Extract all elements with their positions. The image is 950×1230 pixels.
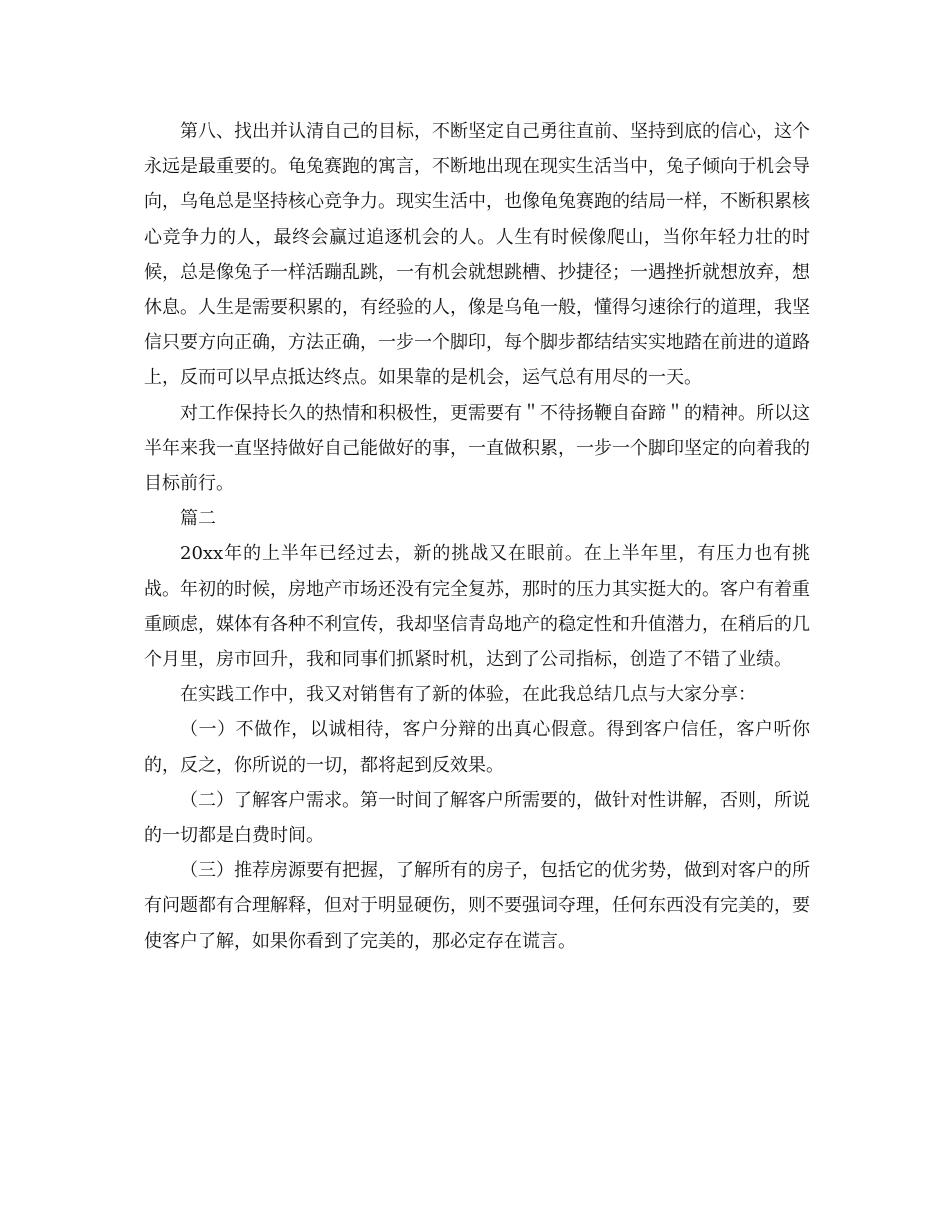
section-heading: 篇二 [180, 508, 216, 530]
paragraph-half-year: 20xx年的上半年已经过去，新的挑战又在眼前。在上半年里，有压力也有挑战。年初的时候，房地产市场还没有完全复苏，那时的压力其实挺大的。客户有着重重顾虑，媒体有各种不利宣传，我却坚信青岛地产的稳定性和升值潜力，在稍后的几个月里，房市回升，我和同事们抓紧时机，达到了公司指标，创造了不错了业绩。 [144, 543, 810, 671]
list-item-2: （二）了解客户需求。第一时间了解客户所需要的，做针对性讲解，否则，所说的一切都是白费时间。 [144, 789, 810, 847]
list-item-3: （三）推荐房源要有把握，了解所有的房子，包括它的优劣势，做到对客户的所有问题都有合理解释，但对于明显硬伤，则不要强词夺理，任何东西没有完美的，要使客户了解，如果你看到了完美的，那必定存在谎言。 [144, 860, 810, 952]
paragraph-goal: 第八、找出并认清自己的目标，不断坚定自己勇往直前、坚持到底的信心，这个永远是最重要的。龟兔赛跑的寓言，不断地出现在现实生活当中，兔子倾向于机会导向，乌龟总是坚持核心竞争力。现实生活中，也像龟兔赛跑的结局一样，不断积累核心竞争力的人，最终会赢过追逐机会的人。人生有时候像爬山，当你年轻力壮的时候，总是像兔子一样活蹦乱跳，一有机会就想跳槽、抄捷径；一遇挫折就想放弃，想休息。人生是需要积累的，有经验的人，像是乌龟一般，懂得匀速徐行的道理，我坚信只要方向正确，方法正确，一步一个脚印，每个脚步都结结实实地踏在前进的道路上，反而可以早点抵达终点。如果靠的是机会，运气总有用尽的一天。 [144, 121, 810, 389]
list-item-1: （一）不做作，以诚相待，客户分辩的出真心假意。得到客户信任，客户听你的，反之，你所说的一切，都将起到反效果。 [144, 719, 810, 776]
document-body [144, 114, 810, 959]
paragraph-enthusiasm: 对工作保持长久的热情和积极性，更需要有＂不待扬鞭自奋蹄＂的精神。所以这半年来我一直坚持做好自己能做好的事，一直做积累，一步一个脚印坚定的向着我的目标前行。 [144, 402, 810, 495]
paragraph-experience-intro: 在实践工作中，我又对销售有了新的体验，在此我总结几点与大家分享： [180, 684, 756, 706]
